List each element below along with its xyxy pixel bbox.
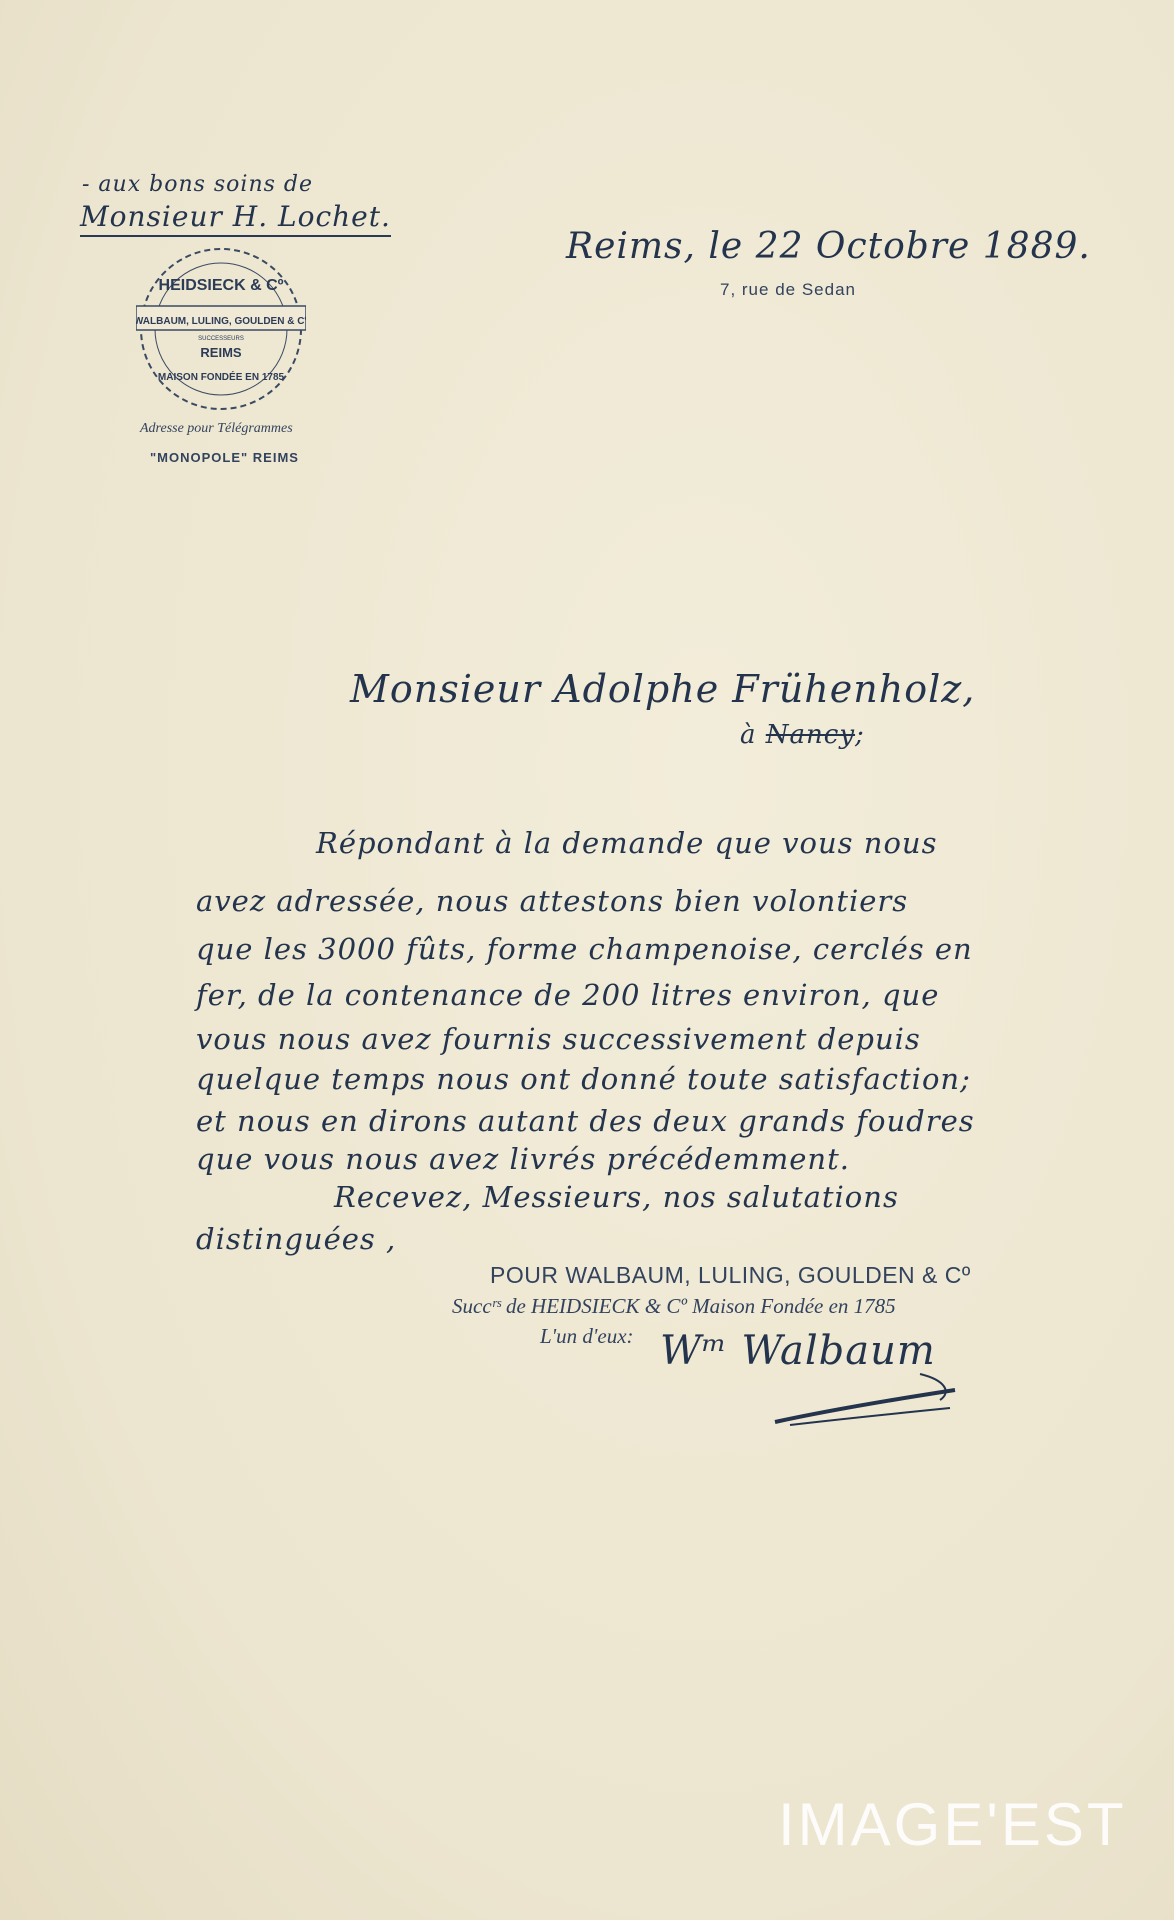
stamp-city-text: REIMS [200, 345, 242, 360]
recipient-name: Monsieur Adolphe Frühenholz, [350, 667, 976, 711]
note-line-2: Monsieur H. Lochet. [80, 200, 391, 237]
watermark-logo: IMAGE'EST [778, 1791, 1127, 1858]
telegram-address: "MONOPOLE" REIMS [150, 450, 299, 465]
body-line: vous nous avez fournis successivement depuis [196, 1022, 921, 1056]
signature-flourish-icon [770, 1370, 960, 1430]
signature-one-of-them: L'un d'eux: [540, 1324, 634, 1348]
telegram-label: Adresse pour Télégrammes [140, 421, 293, 436]
recipient-city: Nancy [765, 720, 856, 750]
note-line-1: - aux bons soins de [82, 172, 314, 197]
recipient-prefix: à [740, 720, 757, 750]
handwritten-signature: Wᵐ Walbaum [660, 1328, 936, 1374]
body-line: quelque temps nous ont donné toute satisfaction; [196, 1062, 971, 1096]
signature-company: POUR WALBAUM, LULING, GOULDEN & Cº [490, 1262, 971, 1288]
body-line: que vous nous avez livrés précédemment. [196, 1142, 850, 1176]
body-line: Recevez, Messieurs, nos salutations [334, 1180, 899, 1214]
stamp-successeurs-text: SUCCESSEURS [198, 336, 244, 342]
body-line: et nous en dirons autant des deux grands foudres [196, 1104, 975, 1138]
company-stamp [136, 244, 306, 414]
recipient-suffix: ; [855, 720, 865, 750]
body-line: avez adressée, nous attestons bien volontiers [196, 884, 909, 918]
street-address: 7, rue de Sedan [720, 280, 856, 299]
stamp-band-text: WALBAUM, LULING, GOULDEN & Cº [136, 316, 306, 327]
signature-successor: Succʳˢ de HEIDSIECK & Cº Maison Fondée en 1785 [452, 1294, 896, 1318]
body-line: Répondant à la demande que vous nous [316, 826, 938, 860]
recipient-location [740, 720, 865, 750]
stamp-seal-icon [136, 244, 306, 414]
body-line: que les 3000 fûts, forme champenoise, cerclés en [196, 932, 973, 966]
stamp-bottom-text: MAISON FONDÉE EN 1785 [157, 372, 285, 383]
body-line: fer, de la contenance de 200 litres environ, que [196, 978, 940, 1012]
stamp-top-text: HEIDSIECK & Cº [158, 277, 284, 294]
letter-date: Reims, le 22 Octobre 1889. [566, 226, 1091, 267]
body-line: distinguées , [196, 1222, 397, 1256]
